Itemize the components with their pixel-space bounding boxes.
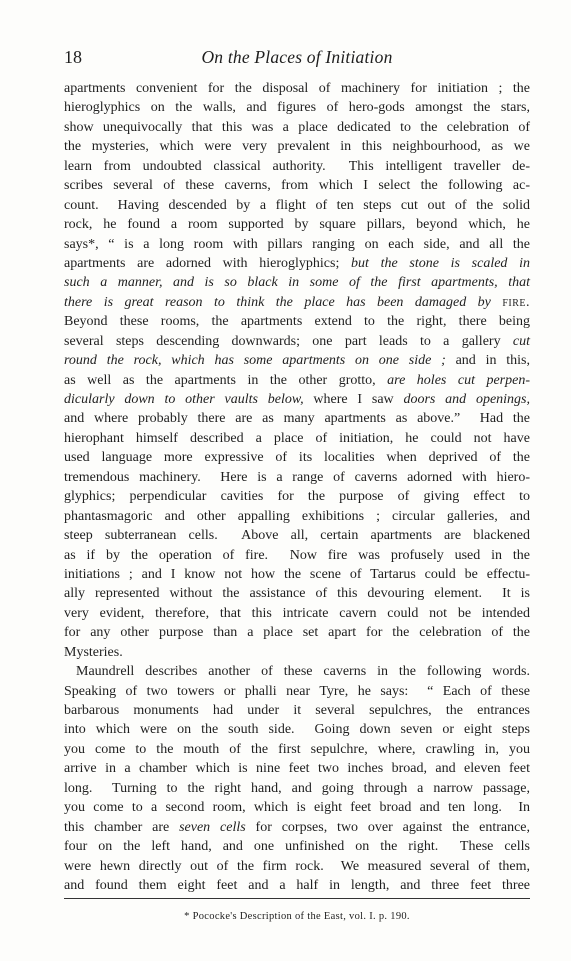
text-run: Mysteries. <box>64 644 123 660</box>
text-line <box>64 701 530 720</box>
text-line <box>64 293 530 312</box>
page-number: 18 <box>64 47 82 67</box>
text-run: rock, he found a room supported by square pillars, beyond which, he <box>64 217 530 233</box>
text-run: Speaking of two towers or phalli near Tyre, he says: “ Each of these <box>64 683 530 699</box>
text-run: dicularly down to other vaults below, <box>64 392 304 407</box>
text-line <box>64 273 530 292</box>
text-run: and in this, <box>445 353 530 369</box>
text-run: into which were on the south side. Going down seven or eight steps <box>64 722 530 738</box>
text-run: scribes several of these caverns, from which I select the following ac- <box>64 178 530 194</box>
text-line <box>64 371 530 390</box>
text-line <box>64 837 530 856</box>
text-line <box>64 798 530 817</box>
text-run: you come to a second room, which is eight feet broad and ten long. In <box>64 800 530 816</box>
text-run: very evident, therefore, that this intricate cavern could not be intended <box>64 605 530 621</box>
text-line <box>64 507 530 526</box>
text-run: this chamber are <box>64 819 180 835</box>
text-run: were hewn directly out of the firm rock. We measured several of them, <box>64 858 530 874</box>
text-line <box>64 332 530 351</box>
text-run: you come to the mouth of the first sepulchre, where, crawling in, you <box>64 741 530 757</box>
text-line <box>64 118 530 137</box>
text-run: tremendous machinery. Here is a range of caverns adorned with hiero- <box>64 469 530 485</box>
text-run: hierophant himself described a place of initiation, he could not have <box>64 430 530 446</box>
footnote-rule <box>64 898 530 899</box>
text-line <box>64 604 530 623</box>
text-line <box>64 468 530 487</box>
text-run: arrive in a chamber which is nine feet two inches broad, and eleven feet <box>64 761 530 777</box>
text-line <box>64 157 530 176</box>
text-run: doors and openings, <box>403 392 530 407</box>
text-run: initiations ; and I know not how the scene of Tartarus could be effectu- <box>64 566 530 582</box>
text-run: where I saw <box>303 392 404 407</box>
text-run: several steps descending downwards; one part leads to a gallery <box>64 333 513 349</box>
text-run: Beyond these rooms, the apartments extend to the right, there being <box>64 314 530 330</box>
text-line <box>64 720 530 739</box>
text-line <box>64 254 530 273</box>
text-run: cut <box>512 333 530 349</box>
text-line <box>64 584 530 603</box>
text-run: for corpses, two over against the entrance, <box>245 819 531 835</box>
text-run: round the rock, which has some apartments on one side ; <box>64 353 446 369</box>
text-run: apartments are adorned with hieroglyphics; <box>64 255 352 271</box>
text-line <box>64 779 530 798</box>
text-line <box>64 876 530 895</box>
text-line <box>64 818 530 837</box>
text-line <box>64 526 530 545</box>
text-line <box>64 546 530 565</box>
text-line <box>64 215 530 234</box>
text-run: used language more expressive of its localities when deprived of the <box>64 450 530 466</box>
text-line <box>64 759 530 778</box>
text-run: as if by the operation of fire. Now fire was profusely used in the <box>64 547 530 563</box>
text-run: and found them eight feet and a half in length, and three feet three <box>64 877 530 893</box>
text-run: says*, “ is a long room with pillars ranging on each side, and all the <box>64 236 530 252</box>
text-line <box>64 79 530 98</box>
text-line <box>64 176 530 195</box>
text-run: but the stone is scaled in <box>351 255 530 271</box>
text-run: count. Having descended by a flight of ten steps cut out of the solid <box>64 197 530 213</box>
text-run: glyphics; perpendicular cavities for the purpose of giving effect to <box>64 489 530 505</box>
page-header <box>64 46 530 68</box>
running-title: On the Places of Initiation <box>201 47 393 67</box>
text-line <box>64 98 530 117</box>
text-line <box>64 857 530 876</box>
text-line <box>64 623 530 642</box>
text-run: steep subterranean cells. Above all, certain apartments are blackened <box>64 528 530 544</box>
footnote: * Pococke's Description of the East, vol. I. p. 190. <box>184 911 410 922</box>
text-line <box>64 740 530 759</box>
text-run: fire. <box>502 294 530 310</box>
text-line <box>64 137 530 156</box>
text-line <box>64 235 530 254</box>
text-run: four on the left hand, and one unfinished on the right. These cells <box>64 839 530 855</box>
text-line <box>64 448 530 467</box>
text-run: learn from undoubted classical authority. This intelligent traveller de- <box>64 158 530 174</box>
text-run: for any other purpose than a place set apart for the celebration of the <box>64 625 530 641</box>
text-line <box>64 662 530 681</box>
text-line <box>64 351 530 370</box>
text-run: long. Turning to the right hand, and going through a narrow passage, <box>64 780 530 796</box>
text-run: barbarous monuments had under it several sepulchres, the entrances <box>64 703 530 718</box>
text-line <box>64 429 530 448</box>
text-run: show unequivocally that this was a place dedicated to the celebration of <box>64 119 530 135</box>
text-line <box>64 409 530 428</box>
text-line <box>64 643 530 662</box>
text-line <box>64 196 530 215</box>
text-line <box>64 390 530 409</box>
text-run: phantasmagoric and other appalling exhibitions ; circular galleries, and <box>64 508 530 524</box>
text-run: as well as the apartments in the other grotto, <box>64 372 388 388</box>
text-run: Maundrell describes another of these caverns in the following words. <box>76 664 530 680</box>
text-run: are holes cut perpen- <box>387 372 530 388</box>
text-line <box>64 312 530 331</box>
text-run: and where probably there are as many apartments as above.” Had the <box>64 411 530 427</box>
text-line <box>64 565 530 584</box>
body-text <box>64 79 530 895</box>
text-line <box>64 487 530 506</box>
text-run: the mysteries, which were very prevalent in this neighbourhood, as we <box>64 139 530 155</box>
text-run: such a manner, and is so black in some of the first apartments, that <box>64 275 530 291</box>
text-run: hieroglyphics on the walls, and figures of hero-gods amongst the stars, <box>64 100 530 116</box>
text-run: there is great reason to think the place has been damaged by <box>64 294 503 310</box>
text-run: ally represented without the assistance of this devouring element. It is <box>64 586 530 602</box>
text-line <box>64 682 530 701</box>
text-run: seven cells <box>179 819 246 835</box>
text-run: apartments convenient for the disposal of machinery for initiation ; the <box>64 81 530 96</box>
